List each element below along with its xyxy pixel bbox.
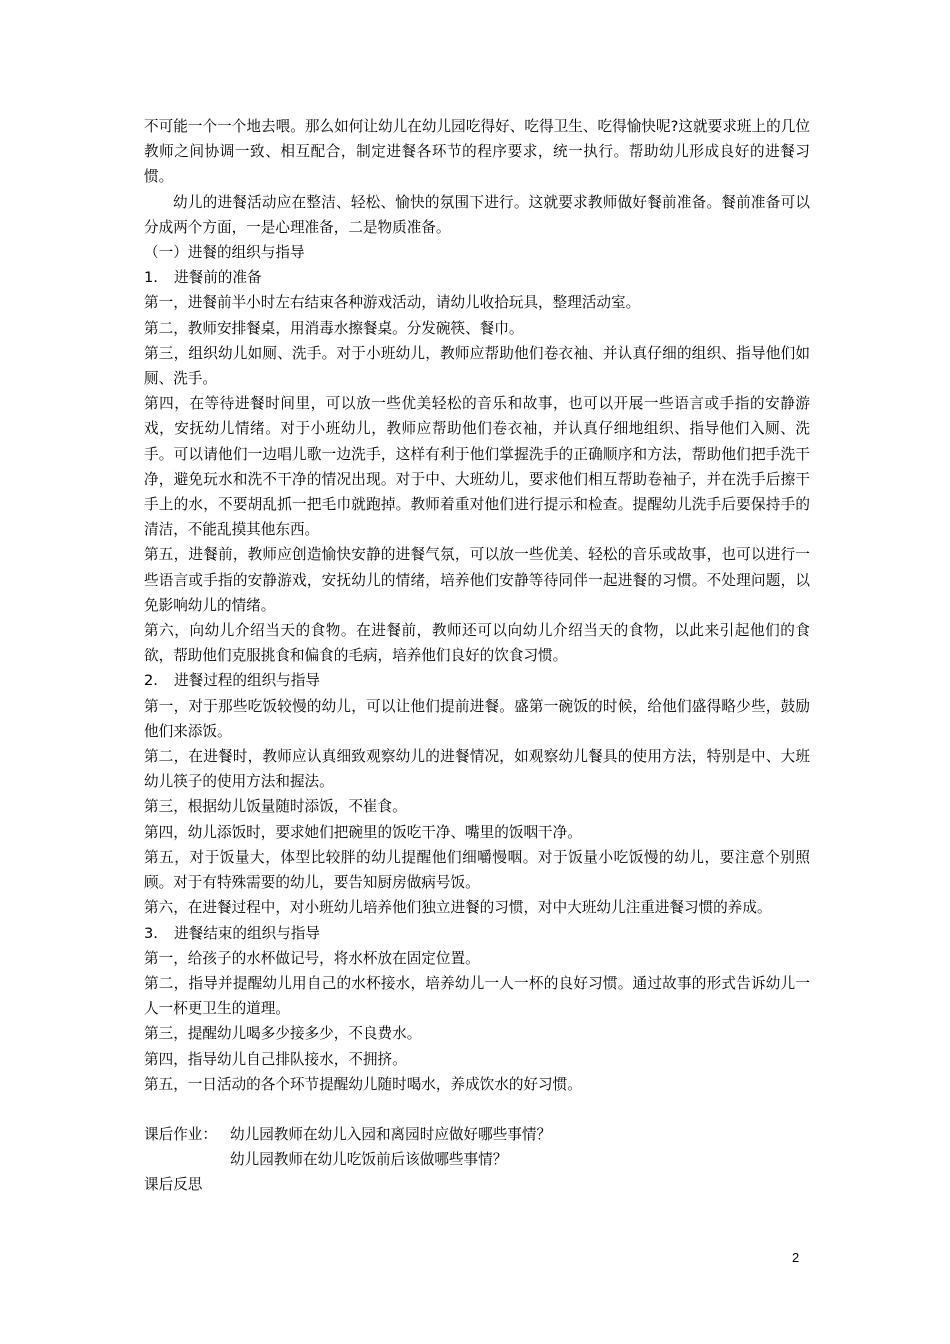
list-item: 第四，在等待进餐时间里，可以放一些优美轻松的音乐和故事，也可以开展一些语言或手指的安静游戏，安抚幼儿情绪。对于小班幼儿，教师应帮助他们卷衣袖，并认真仔细地组织、指导他们入厕、洗手。可以请他们一边唱儿歌一边洗手，这样有利于他们掌握洗手的正确顺序和方法，帮助他们把手洗干净，避免玩水和洗不干净的情况出现。对于中、大班幼儿，要求他们相互帮助卷袖子，并在洗手后擦干手上的水，不要胡乱抓一把毛巾就跑掉。教师着重对他们进行提示和检查。提醒幼儿洗手后要保持手的清洁，不能乱摸其他东西。 — [144, 395, 810, 539]
subsection-heading-3 — [144, 921, 810, 946]
list-item: 第一，进餐前半小时左右结束各种游戏活动，请幼儿收拾玩具，整理活动室。 — [144, 294, 641, 312]
list-item: 第二，教师安排餐桌，用消毒水擦餐桌。分发碗筷、餐巾。 — [144, 319, 524, 337]
reflection-heading: 课后反思 — [144, 1176, 203, 1194]
list-item: 第六，在进餐过程中，对小班幼儿培养他们独立进餐的习惯，对中大班幼儿注重进餐习惯的养成。 — [144, 899, 772, 917]
homework-line-2: 幼儿园教师在幼儿吃饭前后该做哪些事情？ — [230, 1151, 508, 1169]
list-item: 第三，根据幼儿饭量随时添饭，不崔食。 — [144, 798, 407, 816]
homework-line-1 — [144, 1122, 810, 1147]
subsection-number: 2. — [144, 672, 158, 690]
subsection-title: 进餐结束的组织与指导 — [174, 924, 320, 942]
paragraph-intro: 不可能一个一个地去喂。那么如何让幼儿在幼儿园吃得好、吃得卫生、吃得愉快呢?这就要求班上的几位教师之间协调一致、相互配合，制定进餐各环节的程序要求，统一执行。帮助幼儿形成良好的进餐习惯。 — [144, 118, 810, 186]
subsection-heading-2 — [144, 668, 810, 693]
document-body — [144, 114, 810, 1198]
list-item: 第五，一日活动的各个环节提醒幼儿随时喝水，养成饮水的好习惯。 — [144, 1075, 582, 1093]
page-number: 2 — [792, 1250, 800, 1265]
list-item: 第五，进餐前，教师应创造愉快安静的进餐气氛，可以放一些优美、轻松的音乐或故事，也可以进行一些语言或手指的安静游戏，安抚幼儿的情绪，培养他们安静等待同伴一起进餐的习惯。不处理问题，以免影响幼儿的情绪。 — [144, 546, 810, 614]
subsection-title: 进餐过程的组织与指导 — [174, 672, 320, 690]
list-item: 第五，对于饭量大，体型比较胖的幼儿提醒他们细嚼慢咽。对于饭量小吃饭慢的幼儿，要注意个别照顾。对于有特殊需要的幼儿，要告知厨房做病号饭。 — [144, 848, 810, 892]
list-item: 第一，对于那些吃饭较慢的幼儿，可以让他们提前进餐。盛第一碗饭的时候，给他们盛得略少些，鼓励他们来添饭。 — [144, 697, 810, 740]
section-heading: （一）进餐的组织与指导 — [144, 244, 305, 262]
subsection-number: 3. — [144, 924, 158, 942]
paragraph-preparation: 幼儿的进餐活动应在整洁、轻松、愉快的氛围下进行。这就要求教师做好餐前准备。餐前准备可以分成两个方面，一是心理准备，二是物质准备。 — [144, 193, 810, 236]
subsection-title: 进餐前的准备 — [174, 269, 262, 287]
list-item: 第二，指导并提醒幼儿用自己的水杯接水，培养幼儿一人一杯的良好习惯。通过故事的形式告诉幼儿一人一杯更卫生的道理。 — [144, 974, 810, 1018]
homework-label: 课后作业： — [144, 1125, 217, 1143]
list-item: 第六，向幼儿介绍当天的食物。在进餐前，教师还可以向幼儿介绍当天的食物，以此来引起他们的食欲，帮助他们克服挑食和偏食的毛病，培养他们良好的饮食习惯。 — [144, 622, 810, 665]
subsection-heading-1 — [144, 265, 810, 290]
blank-line — [144, 1097, 810, 1122]
subsection-number: 1. — [144, 269, 158, 287]
list-item: 第三，组织幼儿如厕、洗手。对于小班幼儿，教师应帮助他们卷衣袖、并认真仔细的组织、指导他们如厕、洗手。 — [144, 344, 810, 388]
list-item: 第三，提醒幼儿喝多少接多少，不良费水。 — [144, 1025, 422, 1043]
homework-question: 幼儿园教师在幼儿入园和离园时应做好哪些事情？ — [230, 1125, 552, 1143]
list-item: 第四，幼儿添饭时，要求她们把碗里的饭吃干净、嘴里的饭咽干净。 — [144, 823, 582, 841]
list-item: 第四，指导幼儿自己排队接水，不拥挤。 — [144, 1050, 407, 1068]
list-item: 第二，在进餐时，教师应认真细致观察幼儿的进餐情况，如观察幼儿餐具的使用方法，特别是中、大班幼儿筷子的使用方法和握法。 — [144, 748, 810, 791]
list-item: 第一，给孩子的水杯做记号，将水杯放在固定位置。 — [144, 949, 480, 967]
